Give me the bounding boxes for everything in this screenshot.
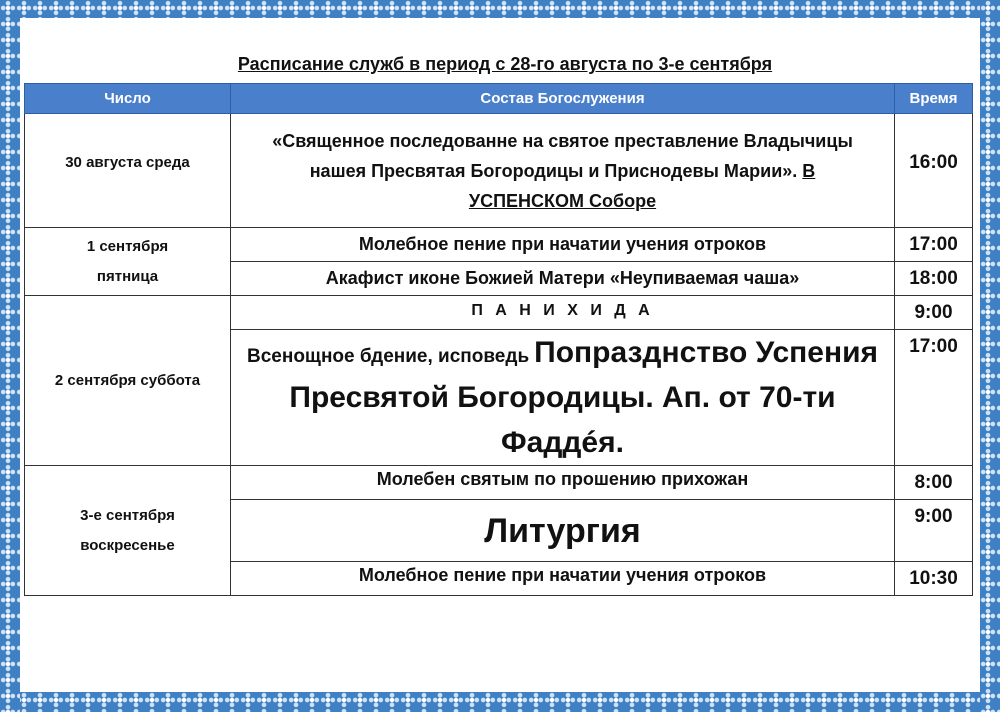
decorative-border-top (0, 0, 1000, 18)
service-text: «Священное последованне на святое преставление Владычицы нашея Пресвятая Богородицы и Приснодевы Марии». (272, 130, 853, 181)
table-header-row (25, 84, 973, 114)
table-row (25, 228, 973, 262)
page-title: Расписание служб в период с 28-го августа по 3-е сентября (237, 54, 773, 74)
service-cell: Молебен святым по прошению прихожан (231, 466, 895, 500)
service-cell: Молебное пение при начатии учения отроков (231, 228, 895, 262)
table-row (25, 296, 973, 330)
schedule-table (24, 83, 973, 596)
service-cell (231, 114, 895, 228)
service-cell (231, 296, 895, 330)
table-row (25, 466, 973, 500)
service-feast: Попразднство Успения Пресвятой Богородицы. Ап. от 70-ти Фаддéя. (289, 336, 879, 459)
time-cell: 10:30 (895, 562, 973, 596)
header-date: Число (25, 84, 231, 114)
service-text: Всенощное бдение, исповедь (246, 346, 530, 367)
time-cell: 8:00 (895, 466, 973, 500)
service-cell (231, 330, 895, 466)
service-cell: Молебное пение при начатии учения отроков (231, 562, 895, 596)
header-time: Время (895, 84, 973, 114)
service-cell: Акафист иконе Божией Матери «Неупиваемая чаша» (231, 262, 895, 296)
time-cell: 17:00 (895, 330, 973, 466)
service-location: В УСПЕНСКОМ Соборе (468, 160, 816, 211)
time-cell: 18:00 (895, 262, 973, 296)
time-cell: 16:00 (895, 114, 973, 228)
service-cell (231, 500, 895, 562)
decorative-border-bottom (0, 692, 1000, 712)
header-service: Состав Богослужения (231, 84, 895, 114)
table-row (25, 114, 973, 228)
service-text: П А Н И Х И Д А (471, 302, 654, 319)
date-cell: 30 августа среда (25, 114, 231, 228)
time-cell: 17:00 (895, 228, 973, 262)
service-liturgy: Литургия (484, 511, 641, 550)
date-cell: 3-е сентября воскресенье (25, 466, 231, 596)
time-cell: 9:00 (895, 296, 973, 330)
decorative-border-left (0, 0, 20, 712)
date-cell: 2 сентября суббота (25, 296, 231, 466)
decorative-border-right (980, 0, 1000, 712)
date-cell: 1 сентября пятница (25, 228, 231, 296)
time-cell: 9:00 (895, 500, 973, 562)
